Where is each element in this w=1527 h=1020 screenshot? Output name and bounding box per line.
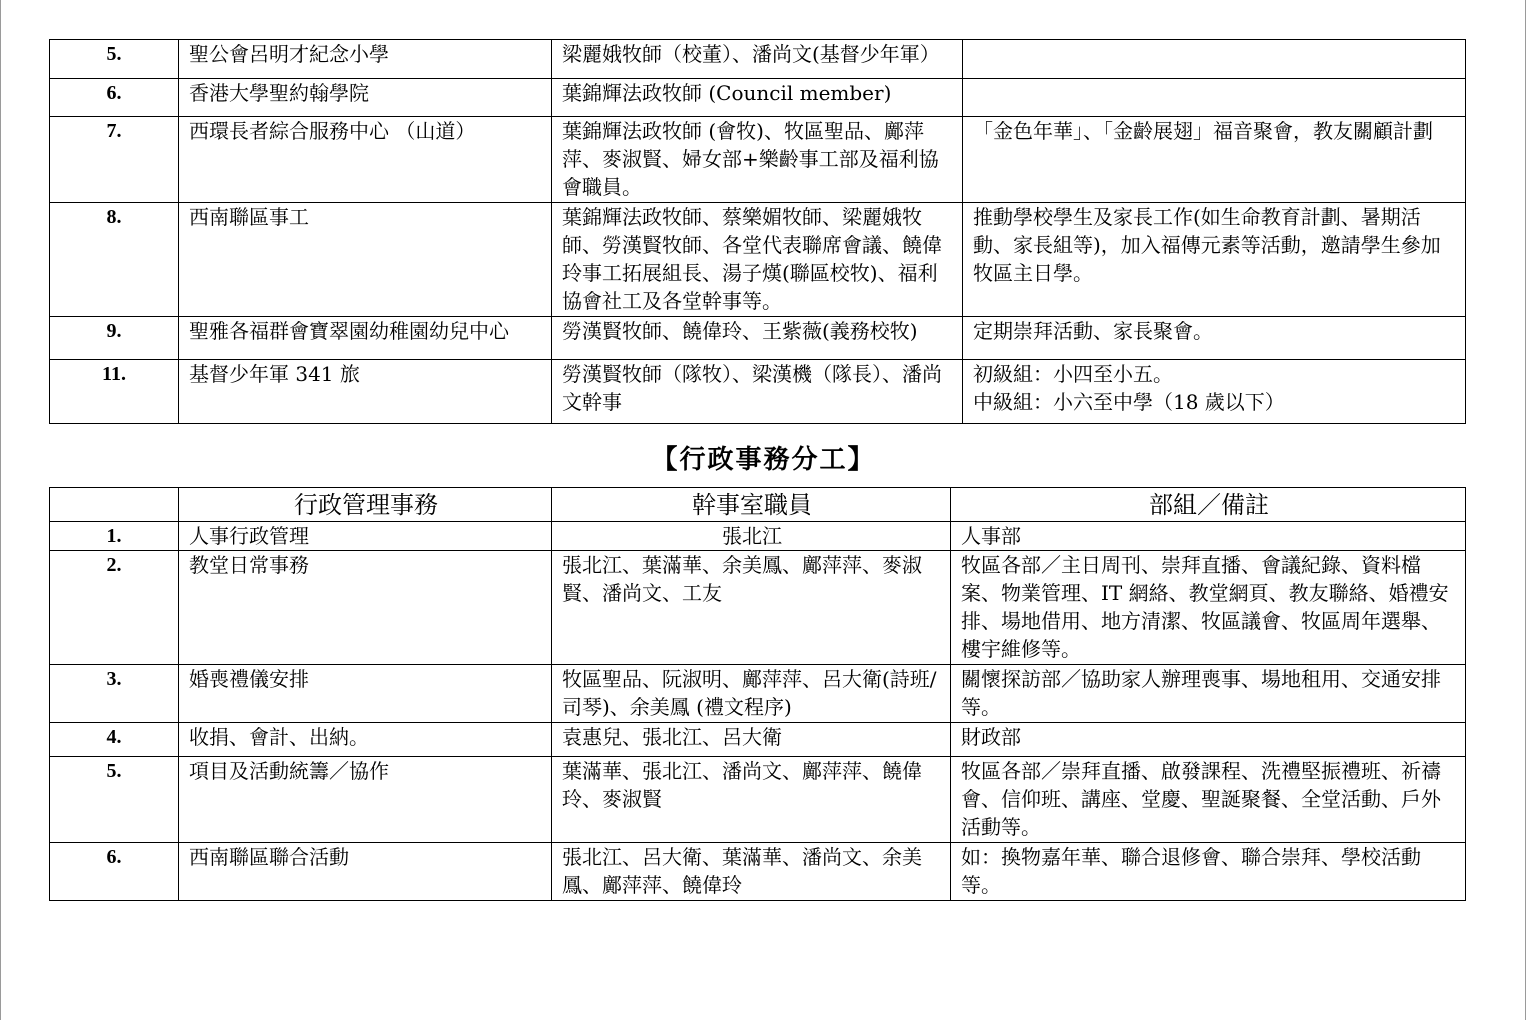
row-number: 4. [50, 723, 179, 757]
table-row [50, 843, 1466, 901]
row-number: 9. [50, 317, 179, 360]
table-row [50, 203, 1466, 317]
dept-cell: 牧區各部／崇拜直播、啟發課程、洗禮堅振禮班、祈禱會、信仰班、講座、堂慶、聖誕聚餐、全堂活動、戶外活動等。 [951, 757, 1466, 843]
dept-cell: 牧區各部／主日周刊、崇拜直播、會議紀錄、資料檔案、物業管理、IT 網絡、教堂網頁、教友聯絡、婚禮安排、場地借用、地方清潔、牧區議會、牧區周年選舉、樓宇維修等。 [951, 551, 1466, 665]
row-number: 11. [50, 360, 179, 424]
note-cell: 推動學校學生及家長工作(如生命教育計劃、暑期活動、家長組等)，加入福傳元素等活動，邀請學生參加牧區主日學。 [963, 203, 1466, 317]
unit-cell: 西環長者綜合服務中心 （山道） [179, 117, 552, 203]
row-number: 5. [50, 757, 179, 843]
section-title: 【行政事務分工】 [651, 445, 876, 475]
row-number: 1. [50, 522, 179, 551]
header-task: 行政管理事務 [179, 488, 552, 522]
note-cell: 「金色年華」、「金齡展翅」福音聚會，教友關顧計劃 [963, 117, 1466, 203]
note-cell [963, 79, 1466, 117]
task-cell: 婚喪禮儀安排 [179, 665, 552, 723]
unit-cell: 聖公會呂明才紀念小學 [179, 40, 552, 79]
note-cell [963, 40, 1466, 79]
row-number: 3. [50, 665, 179, 723]
table-row [50, 522, 1466, 551]
staff-cell: 牧區聖品、阮淑明、鄺萍萍、呂大衛(詩班/司琴)、余美鳳 (禮文程序) [552, 665, 951, 723]
table-row [50, 665, 1466, 723]
note-line: 中級組：小六至中學（18 歲以下） [973, 390, 1285, 414]
staff-cell: 張北江、葉滿華、余美鳳、鄺萍萍、麥淑賢、潘尚文、工友 [552, 551, 951, 665]
people-cell: 勞漢賢牧師、饒偉玲、王紫薇(義務校牧) [552, 317, 963, 360]
header-num [50, 488, 179, 522]
row-number: 6. [50, 843, 179, 901]
staff-cell: 葉滿華、張北江、潘尚文、鄺萍萍、饒偉玲、麥淑賢 [552, 757, 951, 843]
task-cell: 西南聯區聯合活動 [179, 843, 552, 901]
table-row [50, 317, 1466, 360]
task-cell: 人事行政管理 [179, 522, 552, 551]
row-number: 8. [50, 203, 179, 317]
table-row [50, 360, 1466, 424]
staff-cell: 張北江 [552, 522, 951, 551]
people-cell: 勞漢賢牧師（隊牧）、梁漢機（隊長）、潘尚文幹事 [552, 360, 963, 424]
row-number: 2. [50, 551, 179, 665]
note-line: 初級組：小四至小五。 [973, 362, 1173, 386]
admin-duties-table [49, 487, 1466, 901]
table-row [50, 551, 1466, 665]
note-cell [963, 360, 1466, 424]
task-cell: 收捐、會計、出納。 [179, 723, 552, 757]
people-cell: 梁麗娥牧師（校董）、潘尚文(基督少年軍） [552, 40, 963, 79]
table-row [50, 79, 1466, 117]
table-row [50, 117, 1466, 203]
task-cell: 教堂日常事務 [179, 551, 552, 665]
dept-cell: 財政部 [951, 723, 1466, 757]
header-dept: 部組／備註 [951, 488, 1466, 522]
table-row [50, 757, 1466, 843]
row-number: 5. [50, 40, 179, 79]
unit-cell: 基督少年軍 341 旅 [179, 360, 552, 424]
page-border-right [1525, 0, 1526, 1020]
note-cell: 定期崇拜活動、家長聚會。 [963, 317, 1466, 360]
table-row [50, 40, 1466, 79]
table-header-row [50, 488, 1466, 522]
ministry-partners-table [49, 39, 1466, 424]
people-cell: 葉錦輝法政牧師、蔡樂媚牧師、梁麗娥牧師、勞漢賢牧師、各堂代表聯席會議、饒偉玲事工拓展組長、湯子熯(聯區校牧)、福利協會社工及各堂幹事等。 [552, 203, 963, 317]
staff-cell: 袁惠兒、張北江、呂大衛 [552, 723, 951, 757]
unit-cell: 西南聯區事工 [179, 203, 552, 317]
unit-cell: 聖雅各福群會寶翠園幼稚園幼兒中心 [179, 317, 552, 360]
staff-cell: 張北江、呂大衛、葉滿華、潘尚文、余美鳳、鄺萍萍、饒偉玲 [552, 843, 951, 901]
people-cell: 葉錦輝法政牧師 (Council member) [552, 79, 963, 117]
header-staff: 幹事室職員 [552, 488, 951, 522]
dept-cell: 如：換物嘉年華、聯合退修會、聯合崇拜、學校活動等。 [951, 843, 1466, 901]
row-number: 7. [50, 117, 179, 203]
task-cell: 項目及活動統籌／協作 [179, 757, 552, 843]
dept-cell: 關懷探訪部／協助家人辦理喪事、場地租用、交通安排等。 [951, 665, 1466, 723]
page-border-left [0, 0, 1, 1020]
unit-cell: 香港大學聖約翰學院 [179, 79, 552, 117]
people-cell: 葉錦輝法政牧師 (會牧)、牧區聖品、鄺萍萍、麥淑賢、婦女部+樂齡事工部及福利協會職員。 [552, 117, 963, 203]
dept-cell: 人事部 [951, 522, 1466, 551]
row-number: 6. [50, 79, 179, 117]
table-row [50, 723, 1466, 757]
